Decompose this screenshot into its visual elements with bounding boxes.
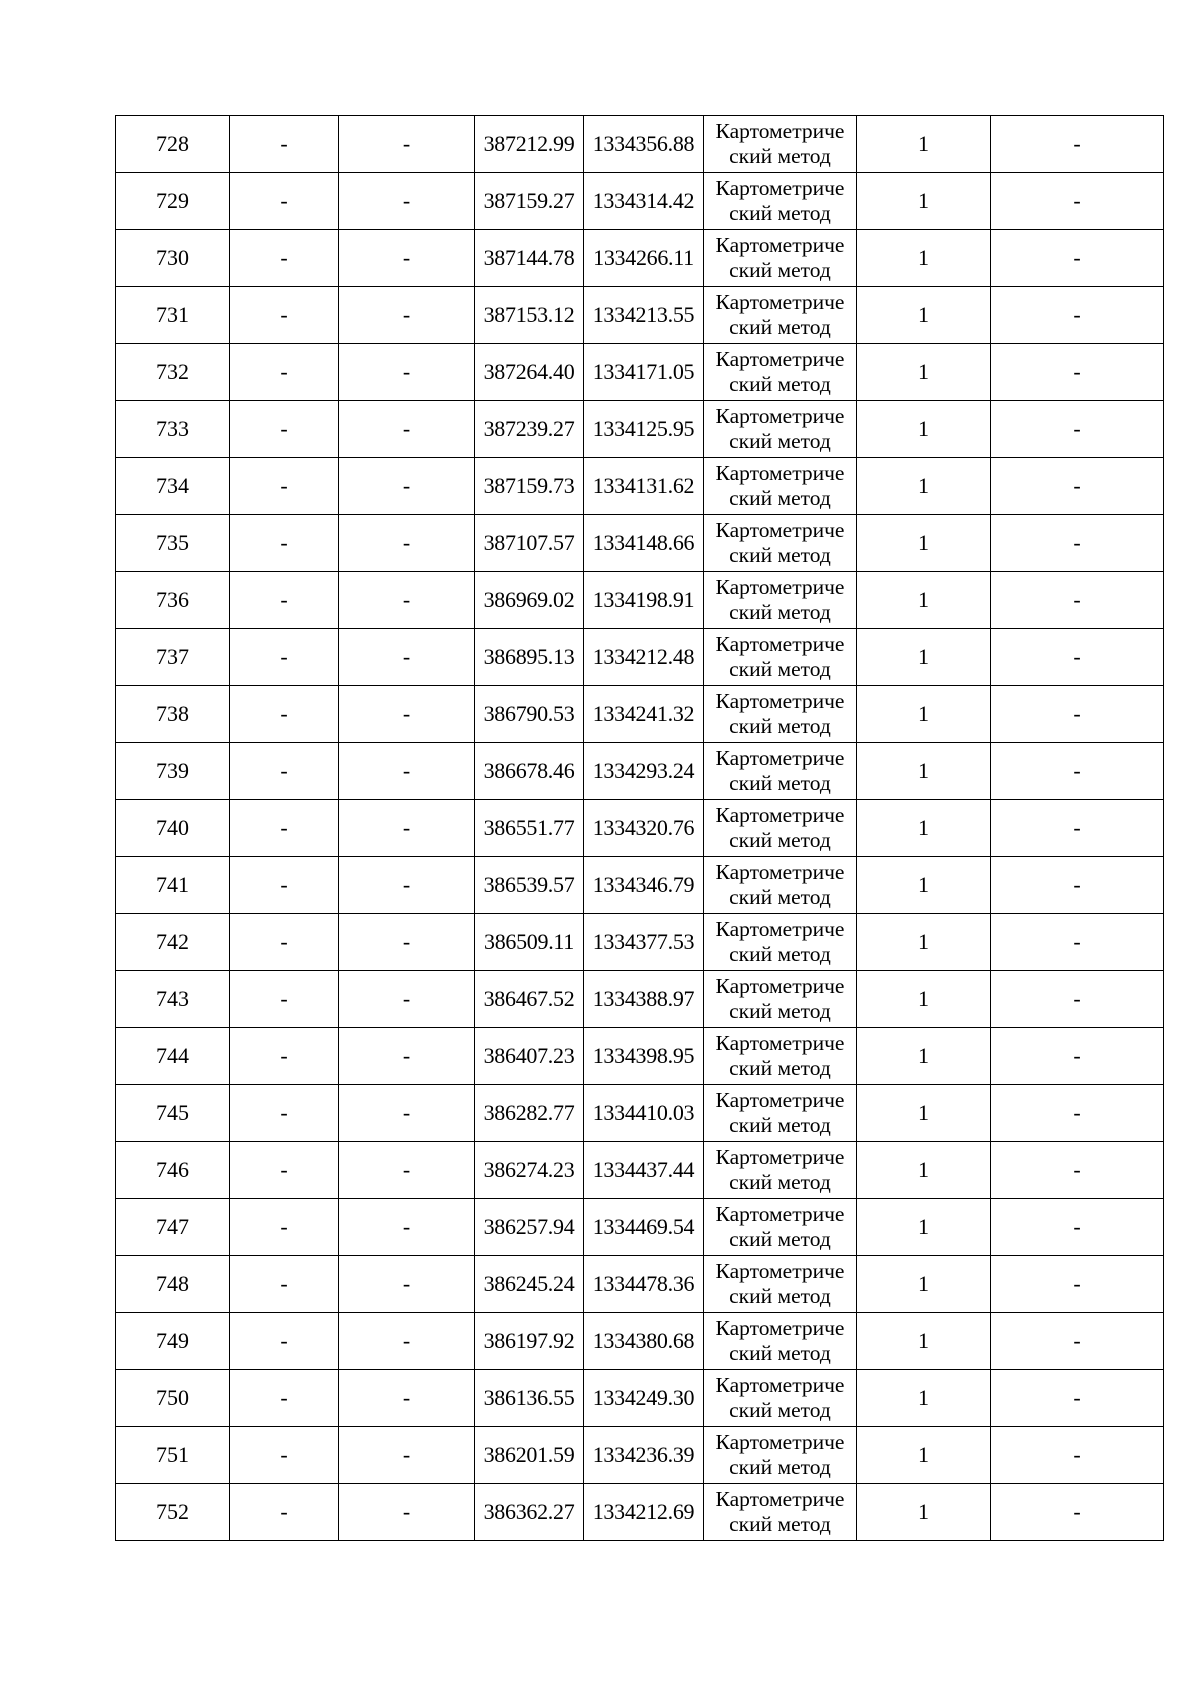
dash-cell: - — [991, 857, 1164, 914]
dash-cell: - — [230, 971, 339, 1028]
method-cell — [704, 458, 857, 515]
y-coordinate-cell: 1334241.32 — [584, 686, 704, 743]
point-number-cell: 730 — [116, 230, 230, 287]
method-line-1: Картометриче — [715, 290, 845, 314]
point-number-cell: 736 — [116, 572, 230, 629]
dash-cell: - — [991, 1427, 1164, 1484]
method-line-1: Картометриче — [715, 974, 845, 998]
method-line-1: Картометриче — [715, 461, 845, 485]
dash-cell: - — [991, 116, 1164, 173]
point-number-cell: 734 — [116, 458, 230, 515]
y-coordinate-cell: 1334356.88 — [584, 116, 704, 173]
method-cell — [704, 857, 857, 914]
table-row — [116, 1199, 1164, 1256]
dash-cell: - — [339, 971, 475, 1028]
table-row — [116, 515, 1164, 572]
point-number-cell: 740 — [116, 800, 230, 857]
dash-cell: - — [230, 344, 339, 401]
table-row — [116, 344, 1164, 401]
method-line-1: Картометриче — [715, 746, 845, 770]
method-line-2: ский метод — [729, 315, 831, 339]
x-coordinate-cell: 387144.78 — [475, 230, 584, 287]
dash-cell: - — [339, 1484, 475, 1541]
table-row — [116, 458, 1164, 515]
dash-cell: - — [230, 230, 339, 287]
method-cell — [704, 800, 857, 857]
dash-cell: - — [230, 173, 339, 230]
accuracy-cell: 1 — [857, 1484, 991, 1541]
x-coordinate-cell: 387264.40 — [475, 344, 584, 401]
y-coordinate-cell: 1334148.66 — [584, 515, 704, 572]
accuracy-cell: 1 — [857, 686, 991, 743]
y-coordinate-cell: 1334266.11 — [584, 230, 704, 287]
accuracy-cell: 1 — [857, 401, 991, 458]
method-cell — [704, 914, 857, 971]
point-number-cell: 749 — [116, 1313, 230, 1370]
method-line-1: Картометриче — [715, 347, 845, 371]
accuracy-cell: 1 — [857, 743, 991, 800]
y-coordinate-cell: 1334213.55 — [584, 287, 704, 344]
method-line-2: ский метод — [729, 372, 831, 396]
point-number-cell: 742 — [116, 914, 230, 971]
method-line-1: Картометриче — [715, 1145, 845, 1169]
method-cell — [704, 287, 857, 344]
method-cell — [704, 629, 857, 686]
dash-cell: - — [991, 401, 1164, 458]
dash-cell: - — [339, 116, 475, 173]
dash-cell: - — [230, 914, 339, 971]
y-coordinate-cell: 1334249.30 — [584, 1370, 704, 1427]
dash-cell: - — [991, 629, 1164, 686]
method-line-1: Картометриче — [715, 803, 845, 827]
accuracy-cell: 1 — [857, 1427, 991, 1484]
table-row — [116, 800, 1164, 857]
table-row — [116, 629, 1164, 686]
point-number-cell: 737 — [116, 629, 230, 686]
dash-cell: - — [991, 1370, 1164, 1427]
y-coordinate-cell: 1334198.91 — [584, 572, 704, 629]
method-line-2: ский метод — [729, 1455, 831, 1479]
x-coordinate-cell: 386197.92 — [475, 1313, 584, 1370]
accuracy-cell: 1 — [857, 458, 991, 515]
dash-cell: - — [339, 686, 475, 743]
dash-cell: - — [230, 116, 339, 173]
method-line-2: ский метод — [729, 1398, 831, 1422]
point-number-cell: 729 — [116, 173, 230, 230]
method-line-2: ский метод — [729, 885, 831, 909]
dash-cell: - — [339, 914, 475, 971]
method-cell — [704, 1142, 857, 1199]
table-row — [116, 1313, 1164, 1370]
method-cell — [704, 1313, 857, 1370]
method-line-1: Картометриче — [715, 1088, 845, 1112]
method-line-1: Картометриче — [715, 632, 845, 656]
dash-cell: - — [230, 686, 339, 743]
accuracy-cell: 1 — [857, 572, 991, 629]
x-coordinate-cell: 386362.27 — [475, 1484, 584, 1541]
dash-cell: - — [991, 1313, 1164, 1370]
dash-cell: - — [339, 230, 475, 287]
dash-cell: - — [230, 1427, 339, 1484]
y-coordinate-cell: 1334346.79 — [584, 857, 704, 914]
x-coordinate-cell: 387159.73 — [475, 458, 584, 515]
accuracy-cell: 1 — [857, 230, 991, 287]
x-coordinate-cell: 387159.27 — [475, 173, 584, 230]
x-coordinate-cell: 387212.99 — [475, 116, 584, 173]
table-row — [116, 230, 1164, 287]
dash-cell: - — [339, 572, 475, 629]
method-line-1: Картометриче — [715, 575, 845, 599]
method-cell — [704, 1028, 857, 1085]
dash-cell: - — [230, 572, 339, 629]
table-row — [116, 857, 1164, 914]
dash-cell: - — [339, 515, 475, 572]
x-coordinate-cell: 386539.57 — [475, 857, 584, 914]
method-cell — [704, 1370, 857, 1427]
point-number-cell: 743 — [116, 971, 230, 1028]
method-cell — [704, 1199, 857, 1256]
method-cell — [704, 971, 857, 1028]
y-coordinate-cell: 1334398.95 — [584, 1028, 704, 1085]
method-line-2: ский метод — [729, 429, 831, 453]
method-line-2: ский метод — [729, 486, 831, 510]
table-row — [116, 1484, 1164, 1541]
x-coordinate-cell: 386509.11 — [475, 914, 584, 971]
dash-cell: - — [991, 230, 1164, 287]
dash-cell: - — [339, 1427, 475, 1484]
point-number-cell: 732 — [116, 344, 230, 401]
dash-cell: - — [230, 1028, 339, 1085]
dash-cell: - — [991, 971, 1164, 1028]
method-line-2: ский метод — [729, 771, 831, 795]
dash-cell: - — [230, 1142, 339, 1199]
dash-cell: - — [230, 1199, 339, 1256]
table-row — [116, 686, 1164, 743]
dash-cell: - — [339, 401, 475, 458]
dash-cell: - — [230, 743, 339, 800]
method-cell — [704, 515, 857, 572]
method-line-1: Картометриче — [715, 1259, 845, 1283]
table-row — [116, 1142, 1164, 1199]
method-line-2: ский метод — [729, 657, 831, 681]
dash-cell: - — [991, 1484, 1164, 1541]
point-number-cell: 745 — [116, 1085, 230, 1142]
dash-cell: - — [991, 344, 1164, 401]
dash-cell: - — [339, 344, 475, 401]
point-number-cell: 739 — [116, 743, 230, 800]
point-number-cell: 741 — [116, 857, 230, 914]
dash-cell: - — [991, 572, 1164, 629]
dash-cell: - — [991, 1028, 1164, 1085]
x-coordinate-cell: 386678.46 — [475, 743, 584, 800]
y-coordinate-cell: 1334212.48 — [584, 629, 704, 686]
method-cell — [704, 1085, 857, 1142]
method-line-2: ский метод — [729, 1056, 831, 1080]
point-number-cell: 746 — [116, 1142, 230, 1199]
accuracy-cell: 1 — [857, 629, 991, 686]
method-line-2: ский метод — [729, 999, 831, 1023]
method-line-1: Картометриче — [715, 1202, 845, 1226]
method-line-1: Картометриче — [715, 404, 845, 428]
dash-cell: - — [991, 1199, 1164, 1256]
table-row — [116, 572, 1164, 629]
y-coordinate-cell: 1334125.95 — [584, 401, 704, 458]
method-line-2: ский метод — [729, 1170, 831, 1194]
x-coordinate-cell: 387153.12 — [475, 287, 584, 344]
method-line-2: ский метод — [729, 1341, 831, 1365]
method-cell — [704, 344, 857, 401]
x-coordinate-cell: 386895.13 — [475, 629, 584, 686]
point-number-cell: 751 — [116, 1427, 230, 1484]
x-coordinate-cell: 387239.27 — [475, 401, 584, 458]
dash-cell: - — [339, 287, 475, 344]
method-cell — [704, 1256, 857, 1313]
method-line-2: ский метод — [729, 828, 831, 852]
method-cell — [704, 572, 857, 629]
x-coordinate-cell: 386257.94 — [475, 1199, 584, 1256]
method-cell — [704, 743, 857, 800]
dash-cell: - — [991, 458, 1164, 515]
point-number-cell: 750 — [116, 1370, 230, 1427]
accuracy-cell: 1 — [857, 1199, 991, 1256]
accuracy-cell: 1 — [857, 1313, 991, 1370]
y-coordinate-cell: 1334380.68 — [584, 1313, 704, 1370]
method-line-2: ский метод — [729, 201, 831, 225]
dash-cell: - — [991, 287, 1164, 344]
y-coordinate-cell: 1334320.76 — [584, 800, 704, 857]
method-line-2: ский метод — [729, 1113, 831, 1137]
point-number-cell: 735 — [116, 515, 230, 572]
method-line-1: Картометриче — [715, 518, 845, 542]
dash-cell: - — [230, 401, 339, 458]
method-line-2: ский метод — [729, 600, 831, 624]
dash-cell: - — [339, 1085, 475, 1142]
x-coordinate-cell: 386245.24 — [475, 1256, 584, 1313]
table-row — [116, 1256, 1164, 1313]
y-coordinate-cell: 1334478.36 — [584, 1256, 704, 1313]
dash-cell: - — [230, 1313, 339, 1370]
method-line-2: ский метод — [729, 258, 831, 282]
method-line-1: Картометриче — [715, 1487, 845, 1511]
dash-cell: - — [230, 515, 339, 572]
point-number-cell: 738 — [116, 686, 230, 743]
accuracy-cell: 1 — [857, 800, 991, 857]
point-number-cell: 752 — [116, 1484, 230, 1541]
method-cell — [704, 401, 857, 458]
method-line-1: Картометриче — [715, 1316, 845, 1340]
accuracy-cell: 1 — [857, 914, 991, 971]
x-coordinate-cell: 386282.77 — [475, 1085, 584, 1142]
dash-cell: - — [339, 173, 475, 230]
accuracy-cell: 1 — [857, 971, 991, 1028]
y-coordinate-cell: 1334171.05 — [584, 344, 704, 401]
y-coordinate-cell: 1334377.53 — [584, 914, 704, 971]
method-line-1: Картометриче — [715, 1373, 845, 1397]
dash-cell: - — [339, 1313, 475, 1370]
y-coordinate-cell: 1334293.24 — [584, 743, 704, 800]
dash-cell: - — [991, 515, 1164, 572]
point-number-cell: 748 — [116, 1256, 230, 1313]
y-coordinate-cell: 1334388.97 — [584, 971, 704, 1028]
accuracy-cell: 1 — [857, 857, 991, 914]
table-row — [116, 1427, 1164, 1484]
accuracy-cell: 1 — [857, 1028, 991, 1085]
method-line-2: ский метод — [729, 714, 831, 738]
dash-cell: - — [991, 743, 1164, 800]
point-number-cell: 731 — [116, 287, 230, 344]
accuracy-cell: 1 — [857, 344, 991, 401]
table-row — [116, 116, 1164, 173]
method-line-1: Картометриче — [715, 689, 845, 713]
dash-cell: - — [339, 800, 475, 857]
method-line-2: ский метод — [729, 1227, 831, 1251]
dash-cell: - — [230, 857, 339, 914]
x-coordinate-cell: 386551.77 — [475, 800, 584, 857]
point-number-cell: 744 — [116, 1028, 230, 1085]
method-line-2: ский метод — [729, 942, 831, 966]
method-line-1: Картометриче — [715, 233, 845, 257]
dash-cell: - — [230, 1085, 339, 1142]
table-row — [116, 287, 1164, 344]
dash-cell: - — [991, 1085, 1164, 1142]
x-coordinate-cell: 386969.02 — [475, 572, 584, 629]
coordinates-table — [115, 115, 1164, 1541]
y-coordinate-cell: 1334314.42 — [584, 173, 704, 230]
table-row — [116, 173, 1164, 230]
accuracy-cell: 1 — [857, 1256, 991, 1313]
dash-cell: - — [339, 1256, 475, 1313]
table-row — [116, 914, 1164, 971]
dash-cell: - — [991, 914, 1164, 971]
x-coordinate-cell: 386467.52 — [475, 971, 584, 1028]
method-cell — [704, 1427, 857, 1484]
method-line-1: Картометриче — [715, 860, 845, 884]
table-row — [116, 971, 1164, 1028]
x-coordinate-cell: 386201.59 — [475, 1427, 584, 1484]
dash-cell: - — [339, 629, 475, 686]
method-cell — [704, 116, 857, 173]
table-body — [116, 116, 1164, 1541]
method-line-2: ский метод — [729, 144, 831, 168]
dash-cell: - — [339, 1028, 475, 1085]
method-line-2: ский метод — [729, 1284, 831, 1308]
accuracy-cell: 1 — [857, 1085, 991, 1142]
dash-cell: - — [339, 743, 475, 800]
dash-cell: - — [230, 1484, 339, 1541]
accuracy-cell: 1 — [857, 173, 991, 230]
dash-cell: - — [230, 1370, 339, 1427]
y-coordinate-cell: 1334131.62 — [584, 458, 704, 515]
table-row — [116, 401, 1164, 458]
dash-cell: - — [339, 458, 475, 515]
x-coordinate-cell: 386407.23 — [475, 1028, 584, 1085]
method-line-2: ский метод — [729, 1512, 831, 1536]
table-row — [116, 1028, 1164, 1085]
dash-cell: - — [339, 1199, 475, 1256]
method-line-1: Картометриче — [715, 917, 845, 941]
dash-cell: - — [991, 1256, 1164, 1313]
dash-cell: - — [339, 1370, 475, 1427]
x-coordinate-cell: 386790.53 — [475, 686, 584, 743]
x-coordinate-cell: 386136.55 — [475, 1370, 584, 1427]
dash-cell: - — [991, 800, 1164, 857]
point-number-cell: 728 — [116, 116, 230, 173]
accuracy-cell: 1 — [857, 116, 991, 173]
accuracy-cell: 1 — [857, 287, 991, 344]
method-cell — [704, 230, 857, 287]
y-coordinate-cell: 1334236.39 — [584, 1427, 704, 1484]
method-line-1: Картометриче — [715, 1031, 845, 1055]
y-coordinate-cell: 1334469.54 — [584, 1199, 704, 1256]
dash-cell: - — [991, 686, 1164, 743]
x-coordinate-cell: 387107.57 — [475, 515, 584, 572]
accuracy-cell: 1 — [857, 1370, 991, 1427]
method-line-1: Картометриче — [715, 1430, 845, 1454]
accuracy-cell: 1 — [857, 515, 991, 572]
dash-cell: - — [230, 800, 339, 857]
method-cell — [704, 1484, 857, 1541]
dash-cell: - — [339, 1142, 475, 1199]
table-row — [116, 743, 1164, 800]
dash-cell: - — [230, 287, 339, 344]
method-cell — [704, 173, 857, 230]
method-line-1: Картометриче — [715, 119, 845, 143]
y-coordinate-cell: 1334437.44 — [584, 1142, 704, 1199]
y-coordinate-cell: 1334410.03 — [584, 1085, 704, 1142]
table-row — [116, 1370, 1164, 1427]
dash-cell: - — [991, 1142, 1164, 1199]
x-coordinate-cell: 386274.23 — [475, 1142, 584, 1199]
accuracy-cell: 1 — [857, 1142, 991, 1199]
dash-cell: - — [230, 1256, 339, 1313]
dash-cell: - — [339, 857, 475, 914]
point-number-cell: 747 — [116, 1199, 230, 1256]
table-row — [116, 1085, 1164, 1142]
method-line-2: ский метод — [729, 543, 831, 567]
method-cell — [704, 686, 857, 743]
point-number-cell: 733 — [116, 401, 230, 458]
y-coordinate-cell: 1334212.69 — [584, 1484, 704, 1541]
dash-cell: - — [230, 458, 339, 515]
dash-cell: - — [991, 173, 1164, 230]
dash-cell: - — [230, 629, 339, 686]
method-line-1: Картометриче — [715, 176, 845, 200]
